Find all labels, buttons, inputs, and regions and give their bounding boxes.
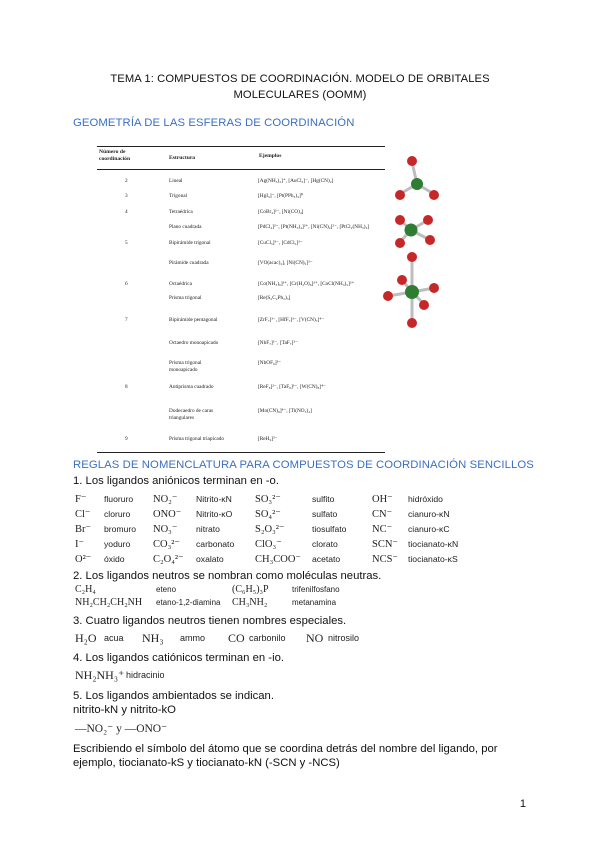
- ligand-name: tiocianato-κN: [408, 539, 459, 549]
- rule-5: 5. Los ligandos ambientados se indican.: [73, 690, 274, 702]
- section-heading-rules: REGLAS DE NOMENCLATURA PARA COMPUESTOS DE COORDINACIÓN SENCILLOS: [73, 459, 534, 471]
- cell-examples: [VO(acac)₂], [Ni(CN)₅]³⁻: [258, 260, 313, 266]
- section-heading-geometry: GEOMETRÍA DE LAS ESFERAS DE COORDINACIÓN: [73, 117, 355, 129]
- geometry-table: [97, 146, 385, 442]
- cell-cn: 3: [125, 193, 128, 199]
- rule-1: 1. Los ligandos aniónicos terminan en -o.: [73, 475, 279, 487]
- ligand-formula: C₂O₄²⁻: [153, 554, 184, 565]
- ligand-name: tiosulfato: [312, 524, 347, 534]
- ligand-formula: OH⁻: [372, 494, 393, 505]
- cell-structure: Bipirámide trigonal: [169, 240, 211, 246]
- ligand-name: sulfato: [312, 509, 338, 519]
- ligand-name: carbonilo: [249, 633, 286, 643]
- ligand-name: óxido: [104, 554, 125, 564]
- table-bottom-rule: [97, 452, 385, 453]
- cell-examples: [NbOF₆]³⁻: [258, 360, 282, 366]
- cell-examples: [NbF₇]²⁻, [TaF₇]²⁻: [258, 340, 298, 346]
- ligand-formula: S₂O₃²⁻: [255, 524, 285, 535]
- ligand-name: cianuro-κN: [408, 509, 450, 519]
- ligand-name: yoduro: [104, 539, 131, 549]
- ligand-name: eteno: [156, 585, 177, 594]
- ligand-name: clorato: [312, 539, 338, 549]
- header-cn: Número de coordinación: [99, 149, 131, 162]
- cell-cn: 6: [125, 281, 128, 287]
- cell-examples: [ReF₈]²⁻, [TaF₈]³⁻, [W(CN)₈]⁴⁻: [258, 384, 326, 390]
- closing-line-1: Escribiendo el símbolo del átomo que se coordina detrás del nombre del ligando, por: [73, 743, 498, 755]
- cell-structure: Trigonal: [169, 193, 188, 199]
- ligand-name: acua: [104, 633, 124, 643]
- closing-line-2: ejemplo, tiocianato-kS y tiocianato-kN (-SCN y -NCS): [73, 757, 340, 769]
- ligand-formula: NH₃: [142, 631, 164, 645]
- cell-structure: Plano cuadrada: [169, 224, 202, 230]
- table-header: [97, 146, 385, 170]
- rule-3: 3. Cuatro ligandos neutros tienen nombres especiales.: [73, 615, 347, 627]
- cell-examples: [HgI₃]⁻, [Pt(PPh₃)₃]⁰: [258, 193, 303, 199]
- ligand-name: Nitrito-κN: [196, 494, 232, 504]
- ligand-name: cianuro-κC: [408, 524, 450, 534]
- ligand-formula: ONO⁻: [153, 509, 182, 520]
- ligand-name: hidróxido: [408, 494, 443, 504]
- ligand-name: tiocianato-κS: [408, 554, 458, 564]
- ligand-formula: NO: [306, 631, 324, 645]
- ligand-name: sulfito: [312, 494, 335, 504]
- ligand-formula: SCN⁻: [372, 539, 398, 550]
- cell-examples: [CoBr₄]²⁻, [Ni(CO)₄]: [258, 209, 304, 215]
- trigonal-molecule: [395, 156, 439, 200]
- cell-structure: Antiprisma cuadrado: [169, 384, 214, 390]
- ligand-name: metanamina: [292, 598, 337, 607]
- ligand-name: cloruro: [104, 509, 131, 519]
- ligand-name: ammo: [180, 633, 206, 643]
- cell-cn: 9: [125, 436, 128, 442]
- ligand-formula: SO₃²⁻: [255, 494, 281, 505]
- ambident-formulas: —NO₂⁻ y —ONO⁻: [75, 723, 168, 735]
- header-structure: Estructura: [169, 155, 196, 161]
- cell-structure: Dodecaedro de caras triangulares: [169, 408, 214, 421]
- cell-structure: Octaedro monoapicado: [169, 340, 219, 346]
- ligand-formula: CN⁻: [372, 509, 393, 520]
- cell-cn: 5: [125, 240, 128, 246]
- cell-examples: [Ag(NH₃)₂]⁺, [AuCl₂]⁻, [Hg(CN)₂]: [258, 178, 334, 184]
- ligand-formula: O²⁻: [75, 554, 92, 565]
- ligand-formula: H₂O: [75, 631, 97, 645]
- cell-structure: Bipirámide pentagonal: [169, 317, 218, 323]
- cell-examples: [ZrF₇]³⁻, [HfF₇]³⁻, [V(CN)₇]⁴⁻: [258, 317, 325, 323]
- ligand-formula: CH₃COO⁻: [255, 554, 301, 565]
- cell-examples: [Mo(CN)₈]⁴⁻, [Ti(NO₃)₄]: [258, 408, 312, 414]
- ligand-formula: I⁻: [75, 539, 85, 550]
- ligand-name: nitrato: [196, 524, 220, 534]
- ligand-formula: F⁻: [75, 494, 87, 505]
- cell-structure: Octaédrica: [169, 281, 192, 287]
- octahedral-molecule: [383, 252, 439, 328]
- ligand-name: nitrosilo: [328, 633, 360, 643]
- cell-examples: [ReH₉]²⁻: [258, 436, 278, 442]
- cell-structure: Tetraédrica: [169, 209, 193, 215]
- ligand-formula: SO₄²⁻: [255, 509, 281, 520]
- cell-structure: Prisma trigonal triapicado: [169, 436, 225, 442]
- cell-examples: [PdCl₄]²⁻, [Pt(NH₃)₄]²⁺, [Ni(CN)₄]²⁻, [PtCl₂(NH₃)₂]: [258, 224, 370, 230]
- ligand-name: hidracinio: [126, 670, 165, 680]
- cell-structure: Pirámide cuadrada: [169, 260, 209, 266]
- ligand-formula: NH₂NH₃⁺: [75, 668, 125, 682]
- ligand-formula: NO₃⁻: [153, 524, 178, 535]
- cell-structure: Prisma trigonal monoapicado: [169, 360, 202, 373]
- ligand-name: Nitrito-κO: [196, 509, 233, 519]
- cell-structure: Lineal: [169, 178, 183, 184]
- page-title: TEMA 1: COMPUESTOS DE COORDINACIÓN. MODELO DE ORBITALES MOLECULARES (OOMM): [110, 73, 490, 101]
- ligand-formula: NO₂⁻: [153, 494, 178, 505]
- ligand-name: bromuro: [104, 524, 136, 534]
- header-examples: Ejemplos: [259, 153, 282, 159]
- ligand-name: trifenilfosfano: [292, 585, 340, 594]
- ligand-name: etano-1,2-diamina: [156, 598, 221, 607]
- ligand-formula: CO: [228, 631, 245, 645]
- cell-cn: 7: [125, 317, 128, 323]
- ligand-name: acetato: [312, 554, 341, 564]
- coordination-geometry-models: [380, 150, 460, 330]
- ligand-formula: NCS⁻: [372, 554, 398, 565]
- tetrahedral-molecule: [395, 215, 435, 248]
- cell-cn: 2: [125, 178, 128, 184]
- ligand-name: carbonato: [196, 539, 235, 549]
- cell-structure: Prisma trigonal: [169, 295, 202, 301]
- cell-cn: 8: [125, 384, 128, 390]
- ligand-formula: C₂H₄: [75, 584, 96, 595]
- cell-examples: [CuCl₅]³⁻, [CdCl₅]³⁻: [258, 240, 303, 246]
- ligand-formula: CO₃²⁻: [153, 539, 180, 550]
- ligand-formula: Cl⁻: [75, 509, 91, 520]
- ligand-formula: NH₂CH₂CH₂NH: [75, 597, 143, 608]
- cell-examples: [Re(S₂C₂Ph₂)₃]: [258, 295, 291, 301]
- cell-examples: [Co(NH₃)₆]³⁺, [Cr(H₂O)₆]³⁺, [CoCl(NH₃)₅]²⁺: [258, 281, 355, 287]
- page-number: 1: [519, 798, 526, 810]
- cell-cn: 4: [125, 209, 128, 215]
- ligand-formula: NC⁻: [372, 524, 393, 535]
- ligand-name: fluoruro: [104, 494, 134, 504]
- ligand-name: oxalato: [196, 554, 224, 564]
- rule-4: 4. Los ligandos catiónicos terminan en -io.: [73, 652, 284, 664]
- rule-2: 2. Los ligandos neutros se nombran como moléculas neutras.: [73, 570, 382, 582]
- ligand-formula: ClO₃⁻: [255, 539, 282, 550]
- rule-5-sub: nitrito-kN y nitrito-kO: [73, 704, 176, 716]
- ligand-formula: Br⁻: [75, 524, 92, 535]
- ligand-formula: (C₆H₅)₃P: [232, 584, 269, 595]
- ligand-formula: CH₃NH₂: [232, 597, 268, 608]
